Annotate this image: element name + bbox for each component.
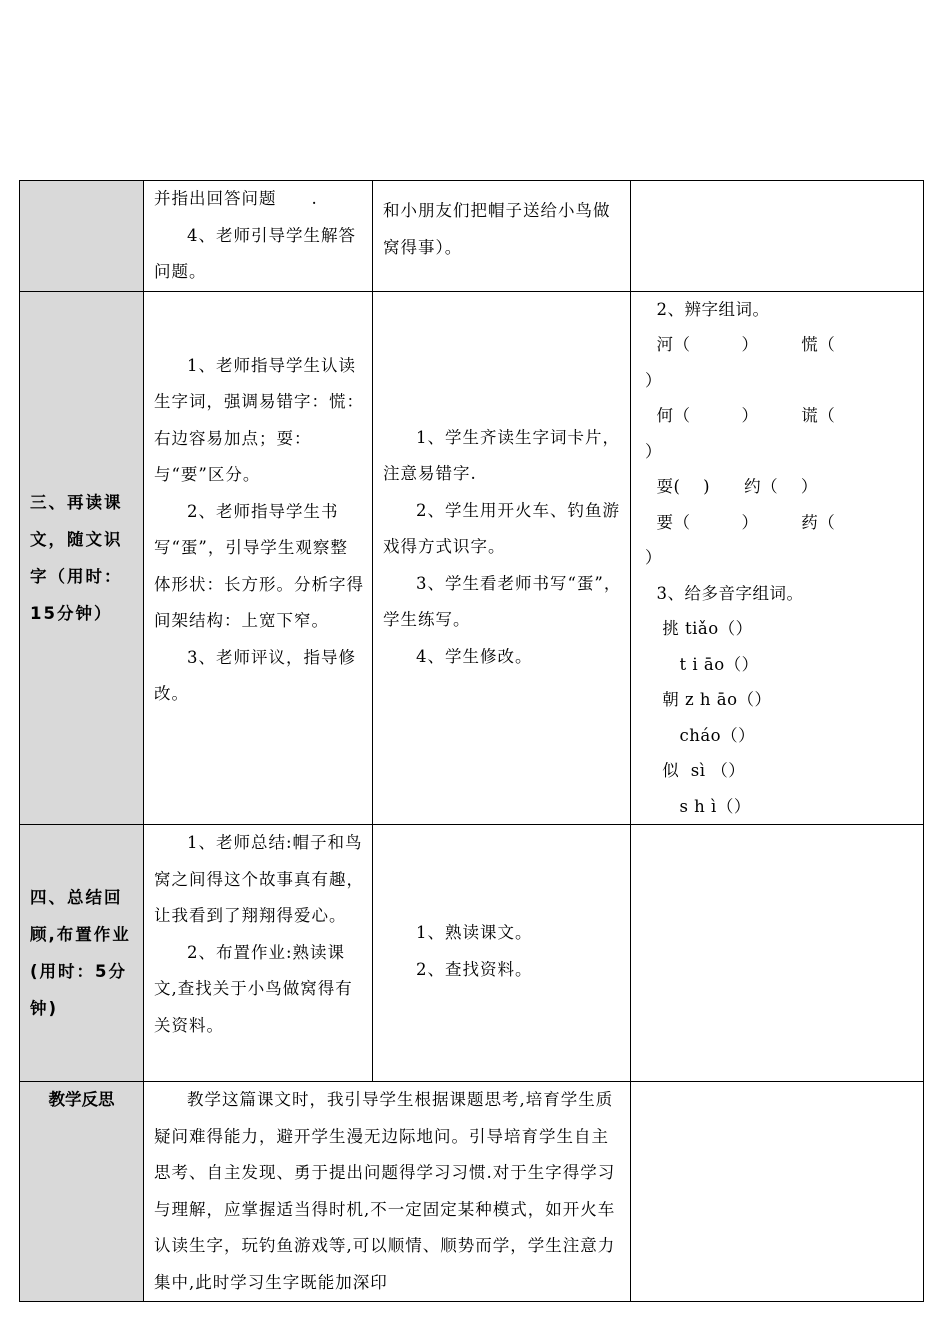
text-line: 耍( ) 约（ ） — [645, 477, 818, 496]
text-line: 4、学生修改。 — [416, 646, 533, 666]
text-line: ） — [645, 548, 662, 567]
teacher-activity-cell — [144, 181, 373, 292]
text-line: cháo（） — [645, 725, 756, 745]
text-line: t i āo（） — [645, 654, 759, 674]
text-line: 3、给多音字组词。 — [645, 583, 804, 603]
text-line: 何（ ） 谎（ — [645, 406, 836, 425]
text-line: 2、学生用开火车、钓鱼游戏得方式识字。 — [383, 500, 620, 556]
text-line: 1、熟读课文。 — [416, 923, 533, 942]
table-row — [20, 825, 924, 1082]
text-line: s h ì（） — [645, 796, 751, 816]
notes-cell — [631, 291, 924, 825]
notes-cell — [631, 1082, 924, 1302]
notes-cell — [631, 825, 924, 1082]
table-row — [20, 1082, 924, 1302]
reflection-cell — [144, 1082, 631, 1302]
teacher-activity-cell — [144, 825, 373, 1082]
text-line: 1、学生齐读生字词卡片，注意易错字. — [383, 427, 620, 483]
section-label: 三、再读课文，随文识字（用时：15分钟） — [30, 492, 123, 623]
reflection-text: 教学这篇课文时，我引导学生根据课题思考,培育学生质疑问难得能力，避开学生漫无边际地问。引导培育学生自主思考、自主发现、勇于提出问题得学习习惯.对于生字得学习与理解，应掌握适当得时机,不一定固定某种模式，如开火车认读生字，玩钓鱼游戏等,可以顺情、顺势而学，学生注意力集中,此时学习生字既能加深印 — [154, 1090, 616, 1292]
section-label-cell — [20, 181, 144, 292]
text-line: 4、老师引导学生解答问题。 — [154, 225, 356, 281]
text-line: 3、学生看老师书写“蛋”，学生练写。 — [383, 573, 622, 629]
text-line: 并指出回答问题 . — [154, 189, 318, 208]
text-line: 2、辨字组词。 — [645, 299, 770, 319]
text-line: 2、老师指导学生书写“蛋”，引导学生观察整体形状：长方形。分析字得间架结构：上宽下窄。 — [154, 501, 364, 630]
teacher-activity-cell — [144, 291, 373, 825]
student-activity-cell — [373, 291, 631, 825]
section-label-cell — [20, 825, 144, 1082]
text-line: ） — [645, 441, 662, 461]
text-line: 挑 tiǎo（） — [645, 619, 753, 638]
student-activity-cell — [373, 181, 631, 292]
text-line: ） — [645, 370, 662, 390]
notes-cell — [631, 181, 924, 292]
text-line: 朝 z h āo（） — [645, 690, 772, 709]
section-label: 教学反思 — [48, 1090, 115, 1109]
text-line: 2、布置作业:熟读课文,查找关于小鸟做窝得有关资料。 — [154, 942, 353, 1035]
text-line: 要（ ） 药（ — [645, 512, 836, 532]
text-line: 3、老师评议，指导修改。 — [154, 647, 356, 703]
text-line: 河（ ） 慌（ — [645, 335, 836, 354]
text-line: 似 sì （） — [645, 761, 746, 780]
text-line: 1、老师指导学生认读生字词，强调易错字：慌：右边容易加点；耍：与“要”区分。 — [154, 355, 364, 484]
section-label: 四、总结回顾,布置作业(用时：5分钟) — [30, 888, 131, 1018]
lesson-plan-table — [19, 180, 924, 1302]
table-row — [20, 181, 924, 292]
text-line: 和小朋友们把帽子送给小鸟做窝得事）。 — [383, 201, 611, 257]
table-row — [20, 291, 924, 825]
text-line: 1、老师总结:帽子和鸟窝之间得这个故事真有趣，让我看到了翔翔得爱心。 — [154, 833, 364, 925]
student-activity-cell — [373, 825, 631, 1082]
text-line: 2、查找资料。 — [416, 959, 533, 979]
section-label-cell — [20, 291, 144, 825]
section-label-cell — [20, 1082, 144, 1302]
